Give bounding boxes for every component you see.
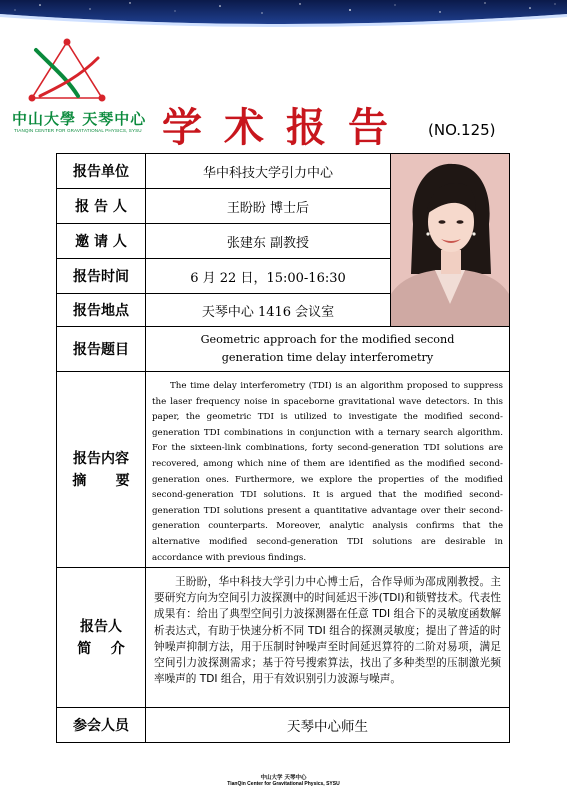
abstract-label-line1: 报告内容 — [73, 450, 129, 467]
org-name-cn: 中山大學 天琴中心 — [12, 110, 147, 128]
footer-org-en: TianQin Center for Gravitational Physics, SYSU — [227, 781, 340, 787]
abstract-label-line2: 摘 要 — [72, 472, 130, 489]
row-label-topic: 报告题目 — [57, 327, 146, 371]
report-info-table — [56, 153, 510, 743]
tianqin-logo — [26, 36, 108, 108]
bio-label-line2: 简 介 — [77, 640, 125, 657]
bio-text: 王盼盼，华中科技大学引力中心博士后，合作导师为邵成刚教授。主要研究方向为空间引力波探测中的时间延迟干涉(TDI)和锁臂技术。代表性成果有：给出了典型空间引力波探测器在任意 TDI 组合下的灵敏度函数解析表达式，有助于快速分析不同 TDI 组合的探测灵敏度；提出了普适的时钟噪声抑制方法，用于压制时钟噪声至时间延迟算符的二阶对易项，满足空间引力波探测需求；基于符号搜索算法，找出了多种类型的压制激光频率噪声的 TDI 组合，用于有效识别引力波源与噪声。 — [154, 576, 501, 686]
starfield-banner — [0, 0, 567, 30]
bio-label-line1: 报告人 — [80, 618, 122, 635]
row-label-speaker: 报 告 人 — [57, 189, 146, 223]
row-label-time: 报告时间 — [57, 259, 146, 293]
footer-org-cn: 中山大学 天琴中心 — [260, 775, 307, 781]
row-value-inviter: 张建东 副教授 — [146, 224, 391, 258]
row-value-unit: 华中科技大学引力中心 — [146, 154, 391, 188]
org-name-en: TIANQIN CENTER FOR GRAVITATIONAL PHYSICS, SYSU — [14, 128, 142, 133]
bio-label — [57, 568, 146, 707]
speaker-photo — [391, 154, 509, 326]
attendees-value: 天琴中心师生 — [287, 719, 368, 735]
issue-number: (NO.125) — [428, 121, 496, 139]
row-label-location: 报告地点 — [57, 294, 146, 326]
row-value-time: 6 月 22 日，15:00-16:30 — [146, 259, 391, 293]
row-value-speaker: 王盼盼 博士后 — [146, 189, 391, 223]
page-title: 学术报告 — [162, 104, 410, 151]
abstract-label — [57, 372, 146, 567]
row-label-inviter: 邀 请 人 — [57, 224, 146, 258]
row-value-topic: Geometric approach for the modified second generation time delay interferometry — [200, 333, 455, 364]
attendees-label: 参会人员 — [57, 708, 146, 742]
row-label-unit: 报告单位 — [57, 154, 146, 188]
abstract-text: The time delay interferometry (TDI) is an algorithm proposed to suppress the laser frequency noise in spaceborne gravitational wave detectors. In this paper, the geometric TDI is utilized to investigate the modified second-generation TDI combinations in conjunction with a ternary search algorithm. For the sixteen-link combinations, forty second-generation TDI solutions are recovered, among which nine of them are identified as the modified second-generation ones. Furthermore, we explore the properties of the modified second-generation TDI solutions. It is argued that the modified second-generation TDI solutions present a quantitative advantage over their second-generation counterparts. Moreover, analytic analysis confirms that the alternative modified second-generation TDI solutions are desirable in accordance with previous findings. — [152, 381, 503, 563]
row-value-location: 天琴中心 1416 会议室 — [146, 294, 391, 326]
